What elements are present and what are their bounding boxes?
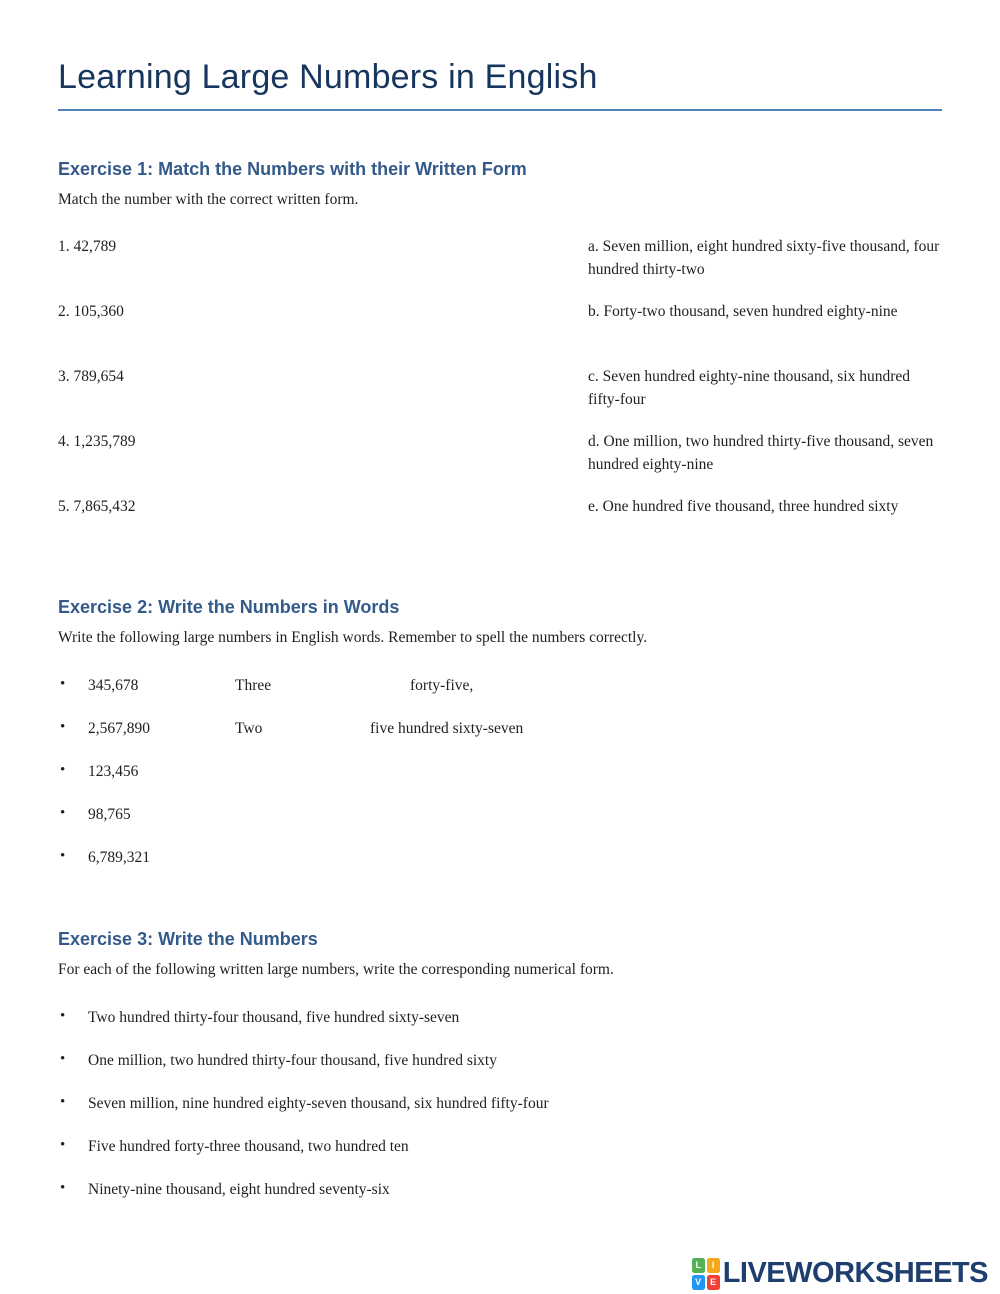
number-345678: 345,678 xyxy=(88,677,139,694)
answer-field[interactable]: forty-five, xyxy=(410,677,474,694)
write-words-list xyxy=(58,677,942,869)
bullet-icon: • xyxy=(60,1094,66,1110)
list-item xyxy=(58,1009,942,1029)
list-item xyxy=(58,1138,942,1158)
match-row xyxy=(58,495,942,541)
list-item xyxy=(58,849,942,869)
written-number-text: Ninety-nine thousand, eight hundred seventy-six xyxy=(88,1181,390,1198)
bullet-icon: • xyxy=(60,1180,66,1196)
number-6789321: 6,789,321 xyxy=(88,849,150,866)
match-number-5[interactable]: 5. 7,865,432 xyxy=(58,498,136,515)
exercise-3-heading: Exercise 3: Write the Numbers xyxy=(58,929,318,949)
answer-field[interactable]: Three xyxy=(235,677,272,694)
answer-field[interactable]: five hundred sixty-seven xyxy=(370,720,524,737)
written-number-text: One million, two hundred thirty-four thousand, five hundred sixty xyxy=(88,1052,497,1069)
exercise-1-section xyxy=(58,159,942,541)
match-option-b[interactable]: b. Forty-two thousand, seven hundred eighty-nine xyxy=(588,303,898,320)
match-row xyxy=(58,430,942,476)
match-option-a[interactable]: a. Seven million, eight hundred sixty-five thousand, four hundred thirty-two xyxy=(588,238,940,278)
exercise-2-instructions: Write the following large numbers in English words. Remember to spell the numbers correctly. xyxy=(58,629,648,646)
match-list xyxy=(58,235,942,541)
exercise-3-section xyxy=(58,929,942,1201)
exercise-1-heading: Exercise 1: Match the Numbers with their Written Form xyxy=(58,159,527,179)
written-number-text: Seven million, nine hundred eighty-seven thousand, six hundred fifty-four xyxy=(88,1095,549,1112)
tile-letter-e: E xyxy=(707,1275,720,1290)
match-row xyxy=(58,300,942,346)
match-row xyxy=(58,365,942,411)
brand-name: LIVEWORKSHEETS xyxy=(722,1257,988,1289)
match-option-c[interactable]: c. Seven hundred eighty-nine thousand, six hundred fifty-four xyxy=(588,368,910,408)
tile-letter-l: L xyxy=(692,1258,705,1273)
list-item xyxy=(58,1095,942,1115)
match-option-d[interactable]: d. One million, two hundred thirty-five thousand, seven hundred eighty-nine xyxy=(588,433,934,473)
match-number-1[interactable]: 1. 42,789 xyxy=(58,238,117,255)
bullet-icon: • xyxy=(60,762,66,778)
list-item xyxy=(58,806,942,826)
list-item xyxy=(58,677,942,697)
match-option-e[interactable]: e. One hundred five thousand, three hundred sixty xyxy=(588,498,899,515)
answer-field[interactable]: Two xyxy=(235,720,263,737)
list-item xyxy=(58,1181,942,1201)
exercise-2-section xyxy=(58,597,942,869)
list-item xyxy=(58,720,942,740)
bullet-icon: • xyxy=(60,805,66,821)
number-98765: 98,765 xyxy=(88,806,131,823)
exercise-1-instructions: Match the number with the correct written form. xyxy=(58,191,359,208)
bullet-icon: • xyxy=(60,848,66,864)
exercise-2-heading: Exercise 2: Write the Numbers in Words xyxy=(58,597,400,617)
write-numbers-list xyxy=(58,1009,942,1201)
page-title: Learning Large Numbers in English xyxy=(58,58,942,111)
written-number-text: Five hundred forty-three thousand, two hundred ten xyxy=(88,1138,409,1155)
tile-letter-i: I xyxy=(707,1258,720,1273)
bullet-icon: • xyxy=(60,1137,66,1153)
bullet-icon: • xyxy=(60,676,66,692)
bullet-icon: • xyxy=(60,719,66,735)
match-number-4[interactable]: 4. 1,235,789 xyxy=(58,433,136,450)
exercise-3-instructions: For each of the following written large numbers, write the corresponding numerical form. xyxy=(58,961,614,978)
match-number-3[interactable]: 3. 789,654 xyxy=(58,368,124,385)
match-row xyxy=(58,235,942,281)
list-item xyxy=(58,763,942,783)
bullet-icon: • xyxy=(60,1008,66,1024)
number-2567890: 2,567,890 xyxy=(88,720,150,737)
match-number-2[interactable]: 2. 105,360 xyxy=(58,303,124,320)
liveworksheets-logo xyxy=(692,1257,988,1290)
number-123456: 123,456 xyxy=(88,763,139,780)
liveworksheets-tiles-icon xyxy=(692,1258,720,1290)
written-number-text: Two hundred thirty-four thousand, five hundred sixty-seven xyxy=(88,1009,460,1026)
tile-letter-v: V xyxy=(692,1275,705,1290)
list-item xyxy=(58,1052,942,1072)
bullet-icon: • xyxy=(60,1051,66,1067)
